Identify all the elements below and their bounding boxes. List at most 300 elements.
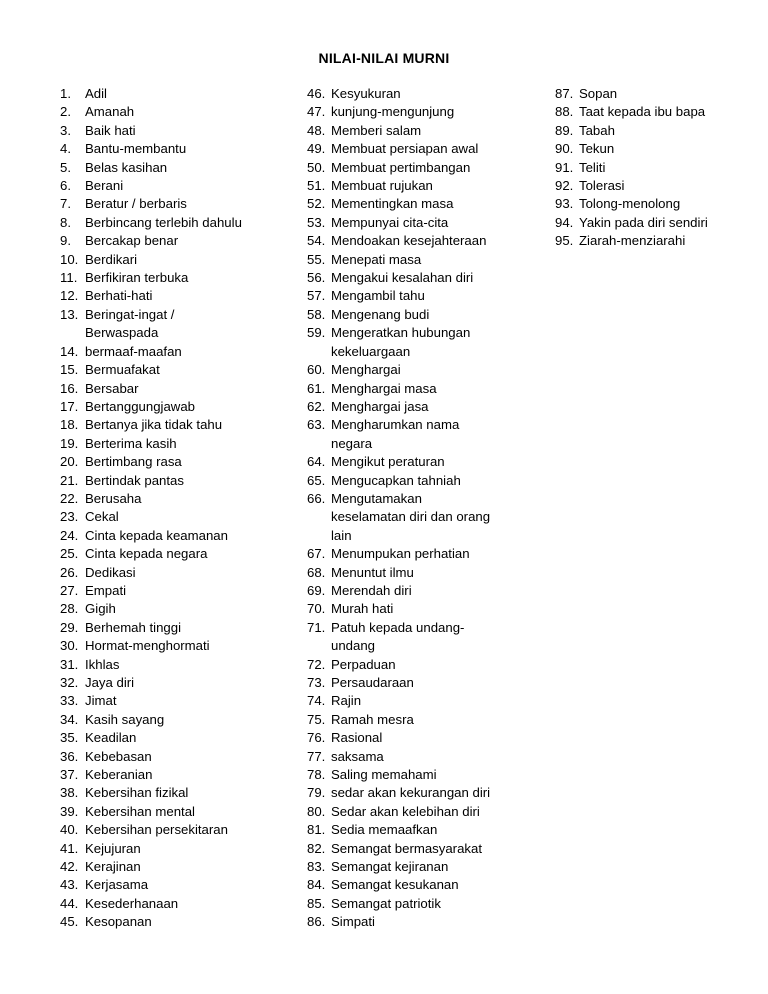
list-item <box>60 214 300 232</box>
item-text-line: Berdikari <box>85 251 138 267</box>
list-item <box>60 508 300 526</box>
item-text-line: Kerajinan <box>85 859 141 875</box>
item-number: 72. <box>307 656 326 672</box>
list-item <box>555 195 755 213</box>
item-number: 53. <box>307 214 326 230</box>
item-text <box>331 821 437 839</box>
item-text <box>85 140 186 158</box>
item-text <box>579 195 680 213</box>
list-item <box>60 582 300 600</box>
item-text-line: Bersabar <box>85 380 139 396</box>
item-text-line: Beratur / berbaris <box>85 196 187 212</box>
list-item <box>307 398 547 416</box>
item-number: 73. <box>307 675 326 690</box>
item-text-line: Membuat persiapan awal <box>331 141 479 157</box>
item-text-line: Taat kepada ibu bapa <box>579 104 706 120</box>
item-number: 70. <box>307 601 326 617</box>
item-number: 23. <box>60 509 79 525</box>
list-item <box>60 784 300 802</box>
item-text <box>331 398 429 416</box>
item-number: 86. <box>307 914 326 930</box>
list-item <box>60 711 300 729</box>
item-text <box>331 895 441 913</box>
item-number: 38. <box>60 785 79 801</box>
item-number: 69. <box>307 582 326 598</box>
item-number: 65. <box>307 472 326 488</box>
list-item <box>307 214 547 232</box>
item-number: 95. <box>555 233 574 249</box>
item-text <box>331 140 478 158</box>
item-text-line: Menuntut ilmu <box>331 564 414 580</box>
item-text-line: Kerjasama <box>85 877 149 893</box>
item-number: 19. <box>60 435 79 451</box>
item-number: 55. <box>307 251 326 267</box>
list-item <box>60 195 300 213</box>
list-item <box>60 600 300 618</box>
item-number: 1. <box>60 86 71 101</box>
item-text <box>85 103 134 121</box>
item-number: 48. <box>307 122 326 138</box>
item-text <box>331 766 437 784</box>
item-text-line: Menghargai masa <box>331 380 437 396</box>
item-number: 60. <box>307 362 326 378</box>
item-number: 12. <box>60 288 79 304</box>
item-number: 80. <box>307 803 326 819</box>
item-text <box>579 85 617 103</box>
list-item <box>307 766 547 784</box>
list-item <box>60 380 300 398</box>
item-text-line: Mendoakan kesejahteraan <box>331 233 487 249</box>
item-text <box>331 748 384 766</box>
values-column-3 <box>555 85 755 251</box>
item-text-line: Mengeratkan hubungan <box>331 325 471 341</box>
item-number: 21. <box>60 472 79 488</box>
item-text <box>85 545 207 563</box>
list-item <box>60 748 300 766</box>
item-text-line: Rajin <box>331 693 362 709</box>
item-number: 40. <box>60 822 79 838</box>
list-item <box>307 674 547 692</box>
list-item <box>555 159 755 177</box>
item-text-line: Yakin pada diri sendiri <box>579 214 708 230</box>
item-number: 8. <box>60 214 71 230</box>
list-item <box>60 619 300 637</box>
item-text <box>85 232 178 250</box>
list-item <box>555 232 755 250</box>
item-number: 58. <box>307 306 326 322</box>
item-number: 68. <box>307 564 326 580</box>
list-item <box>60 416 300 434</box>
item-text-line: keselamatan diri dan orang <box>331 509 491 525</box>
item-number: 41. <box>60 840 79 856</box>
item-text <box>331 453 445 471</box>
item-number: 77. <box>307 748 326 764</box>
item-text-line: Sedar akan kelebihan diri <box>331 803 480 819</box>
item-text <box>331 214 448 232</box>
item-text-line: Menepati masa <box>331 251 422 267</box>
list-item <box>60 840 300 858</box>
item-text <box>331 582 412 600</box>
list-item <box>307 692 547 710</box>
item-text <box>579 140 614 158</box>
list-item <box>60 803 300 821</box>
item-text-line: Tabah <box>579 122 615 138</box>
list-item <box>307 729 547 747</box>
item-number: 90. <box>555 141 574 157</box>
list-item <box>555 177 755 195</box>
list-item <box>60 361 300 379</box>
item-text-line: Semangat kejiranan <box>331 859 449 875</box>
item-number: 9. <box>60 233 71 249</box>
item-text-line: Keberanian <box>85 767 153 783</box>
item-text <box>331 692 361 710</box>
list-item <box>307 103 547 121</box>
values-column-2 <box>307 85 547 932</box>
list-item <box>307 306 547 324</box>
list-item <box>307 840 547 858</box>
item-text <box>331 159 470 177</box>
item-text-line: Mengutamakan <box>331 490 422 506</box>
item-text <box>85 876 148 894</box>
item-number: 37. <box>60 767 79 783</box>
list-item <box>60 729 300 747</box>
item-number: 94. <box>555 214 574 230</box>
item-text-line: Bertindak pantas <box>85 472 184 488</box>
list-item <box>307 748 547 766</box>
item-text-line: Memberi salam <box>331 122 422 138</box>
item-text <box>331 840 482 858</box>
item-number: 10. <box>60 251 79 267</box>
item-number: 31. <box>60 656 79 672</box>
list-item <box>60 398 300 416</box>
list-item <box>307 600 547 618</box>
item-text-line: Kebersihan persekitaran <box>85 822 228 838</box>
list-item <box>60 122 300 140</box>
list-item <box>555 103 755 121</box>
list-item <box>555 214 755 232</box>
item-text-line: Bertanggungjawab <box>85 398 195 414</box>
list-item <box>60 251 300 269</box>
item-text-line: Belas kasihan <box>85 159 168 175</box>
item-text <box>85 177 123 195</box>
item-number: 5. <box>60 159 71 175</box>
item-text <box>85 582 126 600</box>
item-text-line: Semangat bermasyarakat <box>331 840 482 856</box>
item-text <box>331 472 461 490</box>
item-text <box>331 361 401 379</box>
item-number: 93. <box>555 196 574 212</box>
item-number: 78. <box>307 767 326 783</box>
list-item <box>307 472 547 490</box>
item-text-line: Amanah <box>85 104 135 120</box>
item-text <box>331 545 470 563</box>
item-text <box>331 876 459 894</box>
item-text <box>85 637 210 655</box>
item-text <box>85 527 228 545</box>
item-number: 35. <box>60 730 79 746</box>
item-text-line: Semangat patriotik <box>331 895 441 911</box>
list-item <box>60 232 300 250</box>
item-number: 71. <box>307 619 326 635</box>
item-text <box>331 656 396 674</box>
item-number: 49. <box>307 141 326 157</box>
item-text <box>579 232 685 250</box>
list-item <box>60 527 300 545</box>
item-text <box>85 619 181 637</box>
item-text-line: Menumpukan perhatian <box>331 546 470 562</box>
item-text-line: Mementingkan masa <box>331 196 454 212</box>
item-number: 57. <box>307 288 326 304</box>
item-text <box>331 232 486 250</box>
item-number: 50. <box>307 159 326 175</box>
list-item <box>307 177 547 195</box>
item-text-line: Keadilan <box>85 730 137 746</box>
list-item <box>307 784 547 802</box>
list-item <box>307 140 547 158</box>
item-text <box>85 343 182 361</box>
item-text <box>85 195 187 213</box>
list-item <box>307 564 547 582</box>
item-text-line: kunjung-mengunjung <box>331 104 455 120</box>
item-text-line: Membuat pertimbangan <box>331 159 471 175</box>
item-text-line: Menghargai <box>331 362 401 378</box>
item-number: 44. <box>60 895 79 911</box>
list-item <box>60 674 300 692</box>
item-text <box>331 269 473 287</box>
item-number: 26. <box>60 564 79 580</box>
item-text <box>85 214 242 232</box>
item-number: 27. <box>60 582 79 598</box>
list-item <box>60 692 300 710</box>
item-number: 34. <box>60 711 79 727</box>
item-text <box>85 269 188 287</box>
list-item <box>307 858 547 876</box>
item-number: 79. <box>307 785 326 801</box>
list-item <box>307 619 547 656</box>
item-number: 15. <box>60 362 79 378</box>
item-text-line: Berani <box>85 178 124 194</box>
item-text <box>85 380 139 398</box>
item-number: 6. <box>60 178 71 194</box>
list-item <box>60 140 300 158</box>
item-number: 16. <box>60 380 79 396</box>
list-item <box>60 85 300 103</box>
item-text <box>85 416 222 434</box>
list-item <box>60 858 300 876</box>
list-item <box>307 656 547 674</box>
item-number: 82. <box>307 840 326 856</box>
item-text <box>579 103 705 121</box>
item-text-line: Baik hati <box>85 122 136 138</box>
list-item <box>60 821 300 839</box>
item-text-line: Bertanya jika tidak tahu <box>85 417 223 433</box>
item-text <box>331 711 414 729</box>
item-text-line: Berwaspada <box>85 325 159 341</box>
item-text-line: Tekun <box>579 141 615 157</box>
item-text <box>85 508 119 526</box>
item-text-line: Mempunyai cita-cita <box>331 214 449 230</box>
item-text <box>331 306 429 324</box>
list-item <box>307 821 547 839</box>
list-item <box>60 564 300 582</box>
item-text <box>331 103 454 121</box>
item-number: 67. <box>307 546 326 562</box>
item-number: 56. <box>307 270 326 286</box>
item-number: 45. <box>60 914 79 930</box>
item-text <box>331 490 490 545</box>
item-number: 20. <box>60 454 79 470</box>
list-item <box>307 453 547 471</box>
item-number: 24. <box>60 527 79 543</box>
item-text-line: Jaya diri <box>85 675 135 690</box>
item-text-line: Mengenang budi <box>331 306 430 322</box>
item-text-line: saksama <box>331 748 384 764</box>
item-text-line: Bercakap benar <box>85 233 179 249</box>
list-item <box>307 251 547 269</box>
item-text-line: Beringat-ingat / <box>85 306 175 322</box>
item-number: 85. <box>307 895 326 911</box>
item-number: 91. <box>555 159 574 175</box>
item-text-line: Teliti <box>579 159 606 175</box>
list-item <box>60 637 300 655</box>
item-text <box>85 748 152 766</box>
item-number: 63. <box>307 417 326 433</box>
item-text-line: Mengucapkan tahniah <box>331 472 461 488</box>
item-number: 43. <box>60 877 79 893</box>
item-text-line: Merendah diri <box>331 582 412 598</box>
item-text-line: Berhati-hati <box>85 288 153 304</box>
item-number: 83. <box>307 859 326 875</box>
item-text <box>331 85 401 103</box>
item-text <box>85 858 141 876</box>
item-text <box>85 766 152 784</box>
item-text-line: Menghargai jasa <box>331 398 429 414</box>
item-text <box>331 251 421 269</box>
list-item <box>307 269 547 287</box>
item-text <box>331 803 480 821</box>
item-text <box>331 784 490 802</box>
item-text <box>85 656 119 674</box>
item-number: 29. <box>60 619 79 635</box>
item-text-line: Patuh kepada undang- <box>331 619 465 635</box>
item-text <box>331 729 382 747</box>
item-text-line: Tolerasi <box>579 178 625 194</box>
item-number: 7. <box>60 196 71 212</box>
item-number: 81. <box>307 822 326 838</box>
list-item <box>60 766 300 784</box>
list-item <box>60 472 300 490</box>
list-item <box>60 159 300 177</box>
list-item <box>307 380 547 398</box>
list-item <box>555 122 755 140</box>
list-item <box>307 122 547 140</box>
item-text <box>85 435 177 453</box>
item-number: 76. <box>307 730 326 746</box>
item-text <box>579 159 605 177</box>
item-text <box>331 324 470 361</box>
item-number: 11. <box>60 270 78 286</box>
item-number: 30. <box>60 638 79 654</box>
item-text-line: Berterima kasih <box>85 435 177 451</box>
item-number: 2. <box>60 104 71 120</box>
item-text-line: Persaudaraan <box>331 675 414 690</box>
list-item <box>60 343 300 361</box>
item-text <box>331 600 393 618</box>
item-text <box>85 674 134 692</box>
item-number: 51. <box>307 178 326 194</box>
list-item <box>307 324 547 361</box>
item-text-line: Membuat rujukan <box>331 178 433 194</box>
item-number: 33. <box>60 693 79 709</box>
item-text-line: Sedia memaafkan <box>331 822 438 838</box>
list-item <box>307 876 547 894</box>
item-text <box>85 821 228 839</box>
list-item <box>307 913 547 931</box>
item-text <box>85 840 141 858</box>
item-number: 52. <box>307 196 326 212</box>
item-text-line: Berfikiran terbuka <box>85 270 189 286</box>
list-item <box>307 159 547 177</box>
item-number: 59. <box>307 325 326 341</box>
item-number: 28. <box>60 601 79 617</box>
item-text-line: Ziarah-menziarahi <box>579 233 686 249</box>
item-number: 84. <box>307 877 326 893</box>
item-number: 14. <box>60 343 79 359</box>
item-number: 87. <box>555 86 574 101</box>
list-item <box>307 803 547 821</box>
item-text-line: Kebersihan mental <box>85 803 195 819</box>
list-item <box>307 287 547 305</box>
item-text-line: Sopan <box>579 86 618 101</box>
list-item <box>60 269 300 287</box>
item-text <box>331 287 425 305</box>
item-number: 25. <box>60 546 79 562</box>
item-text-line: Kesopanan <box>85 914 152 930</box>
item-text <box>85 472 184 490</box>
item-number: 13. <box>60 306 79 322</box>
item-text <box>85 600 116 618</box>
item-number: 4. <box>60 141 71 157</box>
list-item <box>307 361 547 379</box>
item-text-line: Kesyukuran <box>331 86 401 101</box>
list-item <box>555 85 755 103</box>
item-number: 3. <box>60 122 71 138</box>
list-item <box>60 306 300 343</box>
item-text <box>331 913 375 931</box>
item-text-line: Gigih <box>85 601 116 617</box>
item-text-line: Kebebasan <box>85 748 152 764</box>
item-text <box>85 85 107 103</box>
list-item <box>555 140 755 158</box>
item-number: 75. <box>307 711 326 727</box>
item-text-line: Ramah mesra <box>331 711 414 727</box>
item-text-line: Berusaha <box>85 490 142 506</box>
item-text-line: Kebersihan fizikal <box>85 785 189 801</box>
item-text <box>85 453 182 471</box>
item-text-line: sedar akan kekurangan diri <box>331 785 491 801</box>
item-text-line: Berbincang terlebih dahulu <box>85 214 242 230</box>
item-text-line: Kesederhanaan <box>85 895 179 911</box>
item-text-line: Cekal <box>85 509 119 525</box>
item-text-line: Dedikasi <box>85 564 136 580</box>
item-text-line: lain <box>331 527 352 543</box>
item-text <box>85 729 136 747</box>
item-text <box>85 122 136 140</box>
item-text-line: kekeluargaan <box>331 343 411 359</box>
list-item <box>60 913 300 931</box>
page-title: NILAI-NILAI MURNI <box>318 50 450 66</box>
item-text <box>331 195 453 213</box>
